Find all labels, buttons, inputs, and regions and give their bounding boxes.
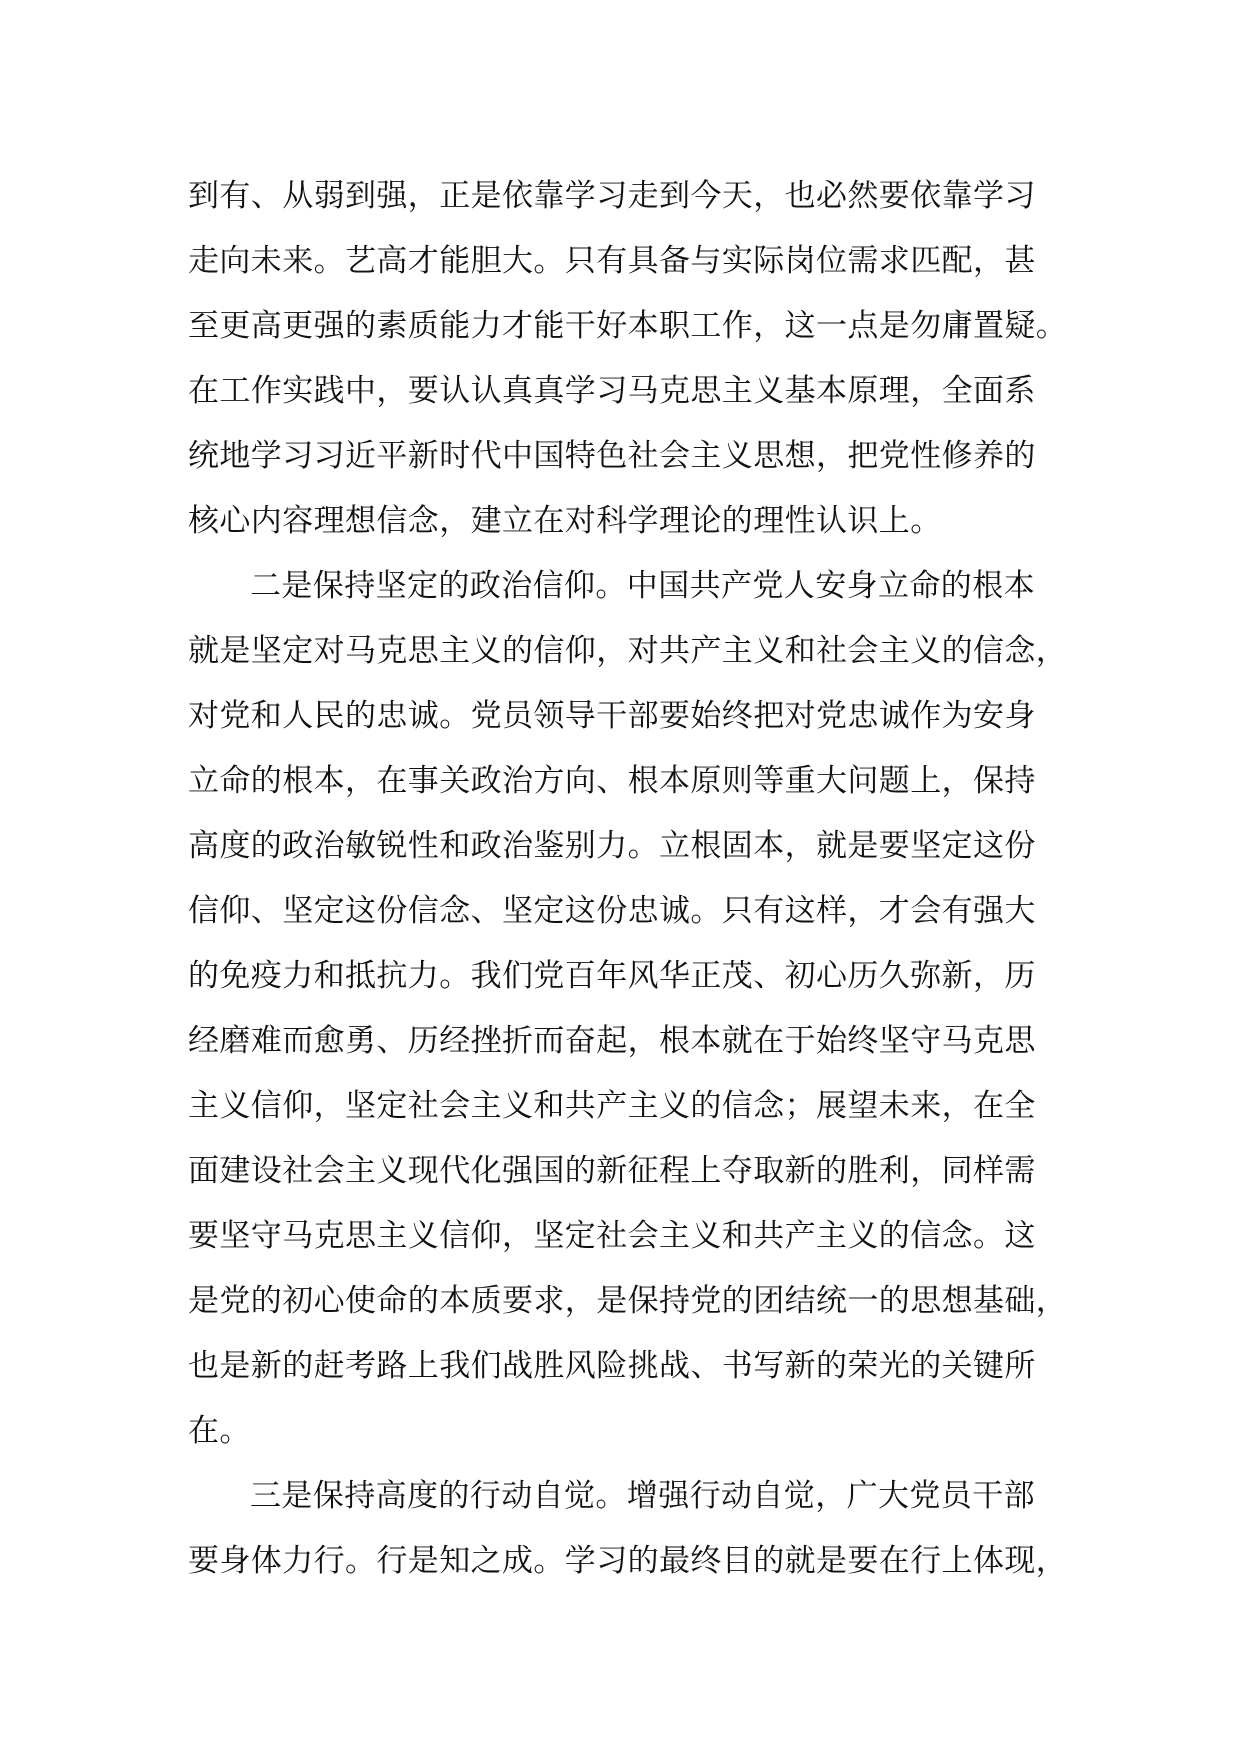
text-line: 至更高更强的素质能力才能干好本职工作，这一点是勿庸置疑。 bbox=[188, 308, 1068, 344]
text-line: 是党的初心使命的本质要求，是保持党的团结统一的思想基础， bbox=[188, 1283, 1068, 1319]
text-line: 经磨难而愈勇、历经挫折而奋起，根本就在于始终坚守马克思 bbox=[188, 1023, 1036, 1059]
text-line: 立命的根本，在事关政治方向、根本原则等重大问题上，保持 bbox=[188, 763, 1036, 799]
text-line: 主义信仰，坚定社会主义和共产主义的信念；展望未来，在全 bbox=[188, 1088, 1036, 1124]
text-line: 的免疫力和抵抗力。我们党百年风华正茂、初心历久弥新，历 bbox=[188, 958, 1036, 994]
text-line: 要身体力行。行是知之成。学习的最终目的就是要在行上体现， bbox=[188, 1543, 1068, 1579]
text-line: 要坚守马克思主义信仰，坚定社会主义和共产主义的信念。这 bbox=[188, 1218, 1036, 1254]
text-line: 走向未来。艺高才能胆大。只有具备与实际岗位需求匹配，甚 bbox=[188, 243, 1036, 279]
text-line: 统地学习习近平新时代中国特色社会主义思想，把党性修养的 bbox=[188, 438, 1036, 474]
text-line: 面建设社会主义现代化强国的新征程上夺取新的胜利，同样需 bbox=[188, 1153, 1036, 1189]
text-line: 在工作实践中，要认认真真学习马克思主义基本原理，全面系 bbox=[188, 373, 1036, 409]
text-line: 高度的政治敏锐性和政治鉴别力。立根固本，就是要坚定这份 bbox=[188, 828, 1036, 864]
text-line: 核心内容理想信念，建立在对科学理论的理性认识上。 bbox=[188, 503, 942, 539]
text-line: 到有、从弱到强，正是依靠学习走到今天，也必然要依靠学习 bbox=[188, 178, 1036, 214]
text-line: 就是坚定对马克思主义的信仰，对共产主义和社会主义的信念， bbox=[188, 633, 1068, 669]
paragraph-start-line: 三是保持高度的行动自觉。增强行动自觉，广大党员干部 bbox=[250, 1478, 1035, 1514]
text-line: 对党和人民的忠诚。党员领导干部要始终把对党忠诚作为安身 bbox=[188, 698, 1036, 734]
body-text bbox=[188, 164, 1088, 1594]
paragraph-start-line: 二是保持坚定的政治信仰。中国共产党人安身立命的根本 bbox=[250, 568, 1035, 604]
text-line: 也是新的赶考路上我们战胜风险挑战、书写新的荣光的关键所 bbox=[188, 1348, 1036, 1384]
text-line: 在。 bbox=[188, 1413, 251, 1449]
text-line: 信仰、坚定这份信念、坚定这份忠诚。只有这样，才会有强大 bbox=[188, 893, 1036, 929]
